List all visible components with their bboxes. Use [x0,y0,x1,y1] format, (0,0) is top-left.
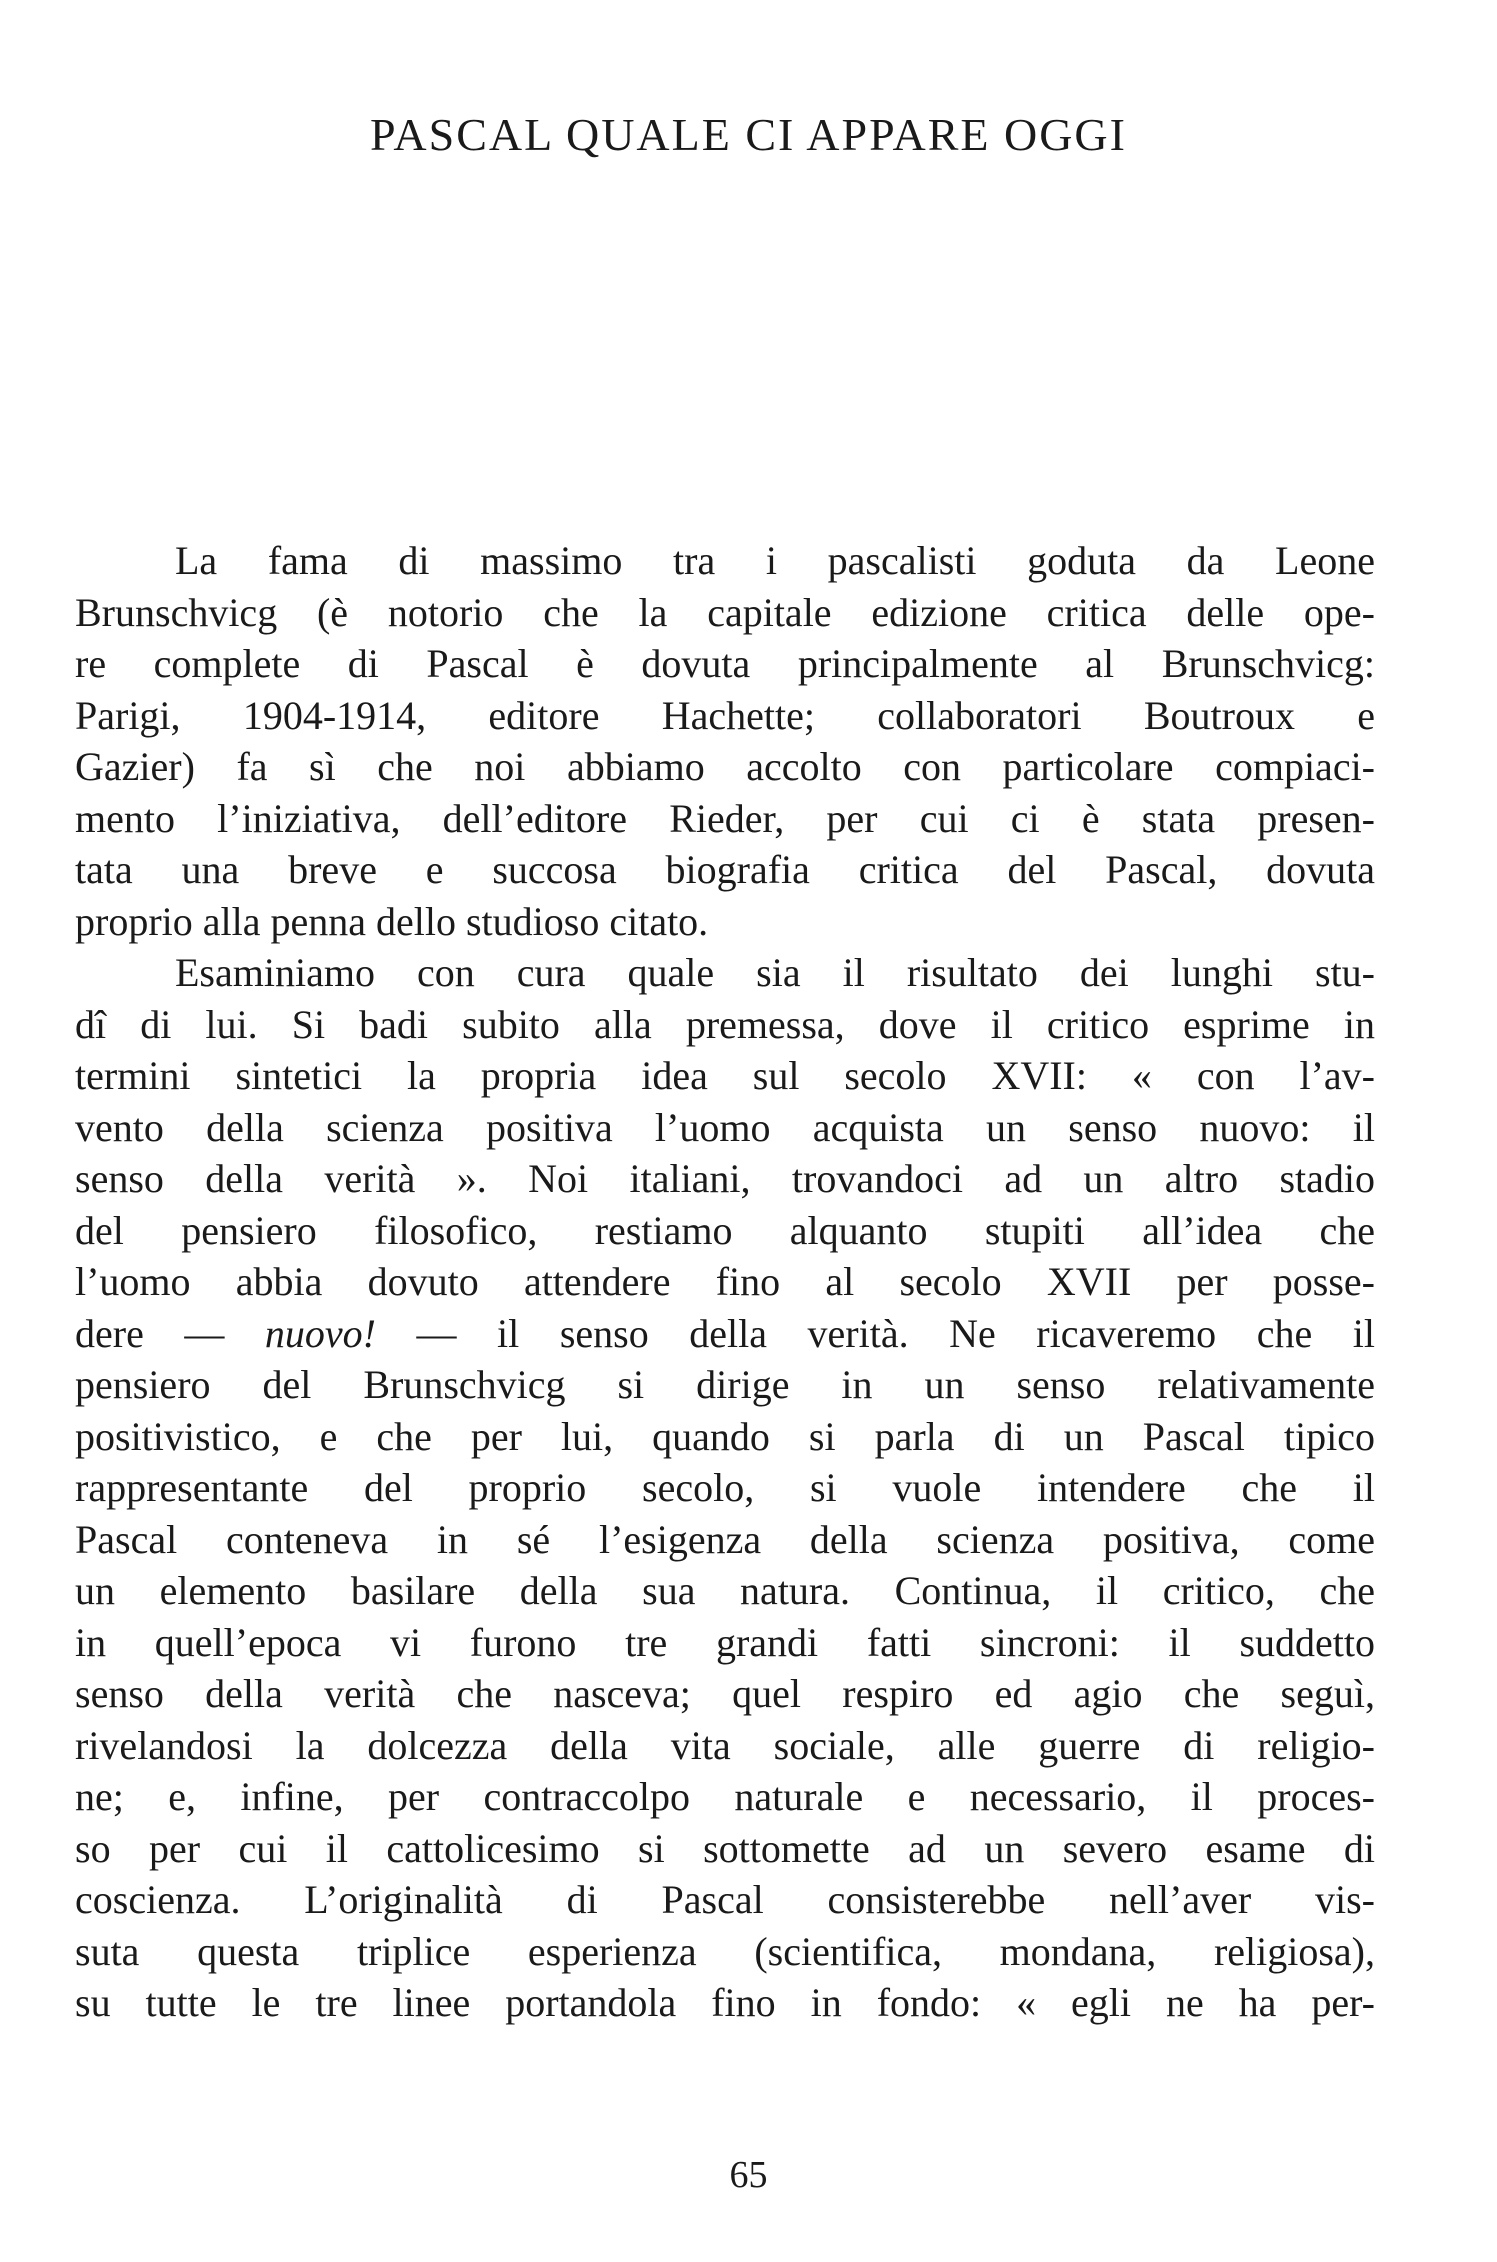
running-title: PASCAL QUALE CI APPARE OGGI [370,109,1127,160]
text-line: in quell’epoca vi furono tre grandi fatti sincroni: il suddetto [75,1619,1375,1665]
text-line: coscienza. L’originalità di Pascal consisterebbe nell’aver vis- [75,1877,1375,1922]
text-line: Brunschvicg (è notorio che la capitale edizione critica delle ope- [75,589,1375,635]
text-line: senso della verità ». Noi italiani, trovandoci ad un altro stadio [75,1156,1375,1201]
text-line: del pensiero filosofico, restiamo alquanto stupiti all’idea che [75,1207,1375,1253]
text-line: termini sintetici la propria idea sul secolo XVII: « con l’av- [75,1053,1375,1098]
text-line: dere — nuovo! — il senso della verità. Ne ricaveremo che il [75,1310,1375,1356]
text-line: rappresentante del proprio secolo, si vuole intendere che il [75,1465,1375,1510]
text-line: dî di lui. Si badi subito alla premessa, dove il critico esprime in [75,1001,1375,1047]
text-line: re complete di Pascal è dovuta principalmente al Brunschvicg: [75,641,1375,686]
text-line: rivelandosi la dolcezza della vita sociale, alle guerre di religio- [75,1722,1375,1768]
text-line: ne; e, infine, per contraccolpo naturale e necessario, il proces- [75,1774,1375,1819]
text-line: suta questa triplice esperienza (scientifica, mondana, religiosa), [75,1928,1375,1974]
text-line: pensiero del Brunschvicg si dirige in un senso relativamente [75,1362,1375,1407]
body-text [75,535,1375,2029]
text-line: so per cui il cattolicesimo si sottomette ad un severo esame di [75,1825,1375,1871]
text-line: un elemento basilare della sua natura. Continua, il critico, che [75,1568,1375,1613]
text-line: Pascal conteneva in sé l’esigenza della scienza positiva, come [75,1516,1375,1562]
text-line: su tutte le tre linee portandola fino in fondo: « egli ne ha per- [75,1980,1375,2025]
text-line: positivistico, e che per lui, quando si parla di un Pascal tipico [75,1413,1375,1459]
text-line: proprio alla penna dello studioso citato. [75,898,709,944]
text-line: Gazier) fa sì che noi abbiamo accolto con particolare compiaci- [75,744,1375,789]
page-number: 65 [729,2154,768,2196]
text-line: mento l’iniziativa, dell’editore Rieder, per cui ci è stata presen- [75,795,1375,841]
text-line: Parigi, 1904-1914, editore Hachette; collaboratori Boutroux e [75,692,1375,738]
text-line: vento della scienza positiva l’uomo acquista un senso nuovo: il [75,1104,1375,1150]
text-line: Esaminiamo con cura quale sia il risultato dei lunghi stu- [175,950,1375,995]
text-line: tata una breve e succosa biografia critica del Pascal, dovuta [75,847,1375,892]
text-line: l’uomo abbia dovuto attendere fino al secolo XVII per posse- [75,1259,1375,1304]
text-line: senso della verità che nasceva; quel respiro ed agio che seguì, [75,1671,1375,1716]
text-line: La fama di massimo tra i pascalisti goduta da Leone [175,538,1375,583]
